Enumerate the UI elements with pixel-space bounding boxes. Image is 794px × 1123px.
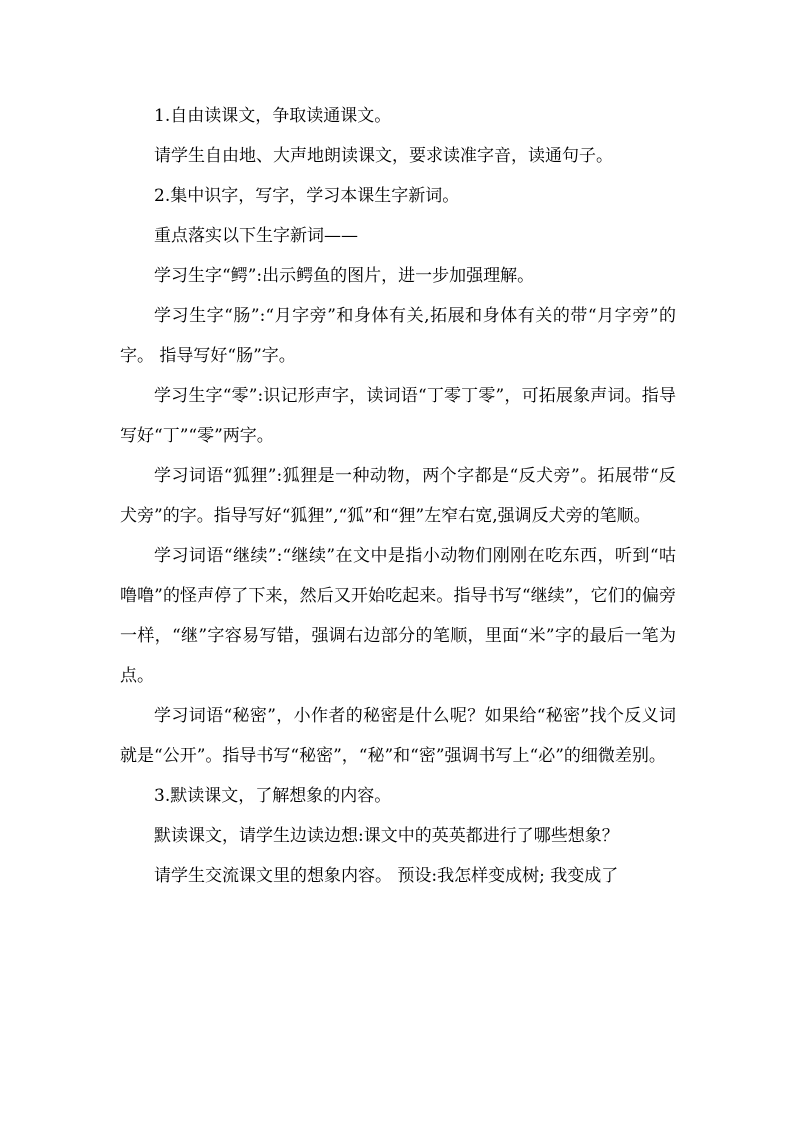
character-chang-paragraph: 学习生字“肠”:“月字旁”和身体有关,拓展和身体有关的带“月字旁”的字。 指导写好“肠”字。 bbox=[120, 306, 676, 366]
character-e-paragraph: 学习生字“鳄”:出示鳄鱼的图片，进一步加强理解。 bbox=[154, 266, 535, 286]
step-3-heading: 3.默读课文，了解想象的内容。 bbox=[154, 786, 392, 806]
step-1-heading: 1.自由读课文，争取读通课文。 bbox=[154, 106, 392, 126]
word-jixu-paragraph: 学习词语“继续”:“继续”在文中是指小动物们刚刚在吃东西，听到“咕噜噜”的怪声停了下来，然后又开始吃起来。指导书写“继续”，它们的偏旁一样，“继”字容易写错，强调右边部分的笔顺，里面“米”字的最后一笔为点。 bbox=[120, 546, 676, 686]
word-huli-paragraph: 学习词语“狐狸”:狐狸是一种动物，两个字都是“反犬旁”。拓展带“反犬旁”的字。指导写好“狐狸”,“狐”和“狸”左窄右宽,强调反犬旁的笔顺。 bbox=[120, 466, 676, 526]
exchange-imagination-paragraph: 请学生交流课文里的想象内容。 预设:我怎样变成树; 我变成了 bbox=[154, 866, 619, 886]
silent-reading-instruction: 默读课文，请学生边读边想:课文中的英英都进行了哪些想象？ bbox=[154, 826, 619, 846]
step-2-heading: 2.集中识字，写字，学习本课生字新词。 bbox=[154, 186, 460, 206]
lesson-plan-body bbox=[120, 96, 676, 896]
word-mimi-paragraph: 学习词语“秘密”，小作者的秘密是什么呢？如果给“秘密”找个反义词就是“公开”。指导书写“秘密”，“秘”和“密”强调书写上“必”的细微差别。 bbox=[120, 706, 676, 766]
step-1-instruction: 请学生自由地、大声地朗读课文，要求读准字音，读通句子。 bbox=[154, 146, 613, 166]
character-ling-paragraph: 学习生字“零”:识记形声字，读词语“丁零丁零”，可拓展象声词。指导写好“丁”“零”两字。 bbox=[120, 386, 676, 446]
key-words-intro: 重点落实以下生字新词—— bbox=[154, 226, 358, 246]
